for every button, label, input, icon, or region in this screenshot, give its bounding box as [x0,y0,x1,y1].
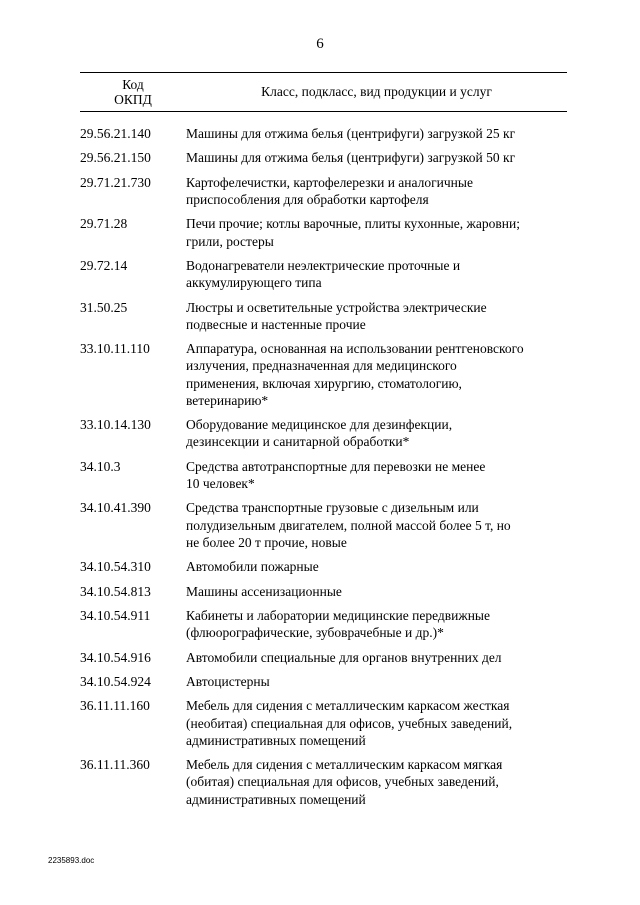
product-description: Аппаратура, основанная на использовании рентгеновского излучения, предназначенная для медицинского применения, включая хирургию, стоматологию, ветеринарию* [186,341,524,408]
product-description: Мебель для сидения с металлическим каркасом жесткая (необитая) специальная для офисов, учебных заведений, административных помещений [186,698,513,748]
header-okpd-label: ОКПД [114,92,152,107]
header-code-column [80,77,186,107]
product-description: Автомобили пожарные [186,559,319,575]
table-row [80,340,567,409]
table-row [80,149,567,166]
header-code-label: Код [122,77,144,92]
table-row [80,558,567,575]
table-body [80,125,567,808]
table-row [80,174,567,208]
product-description: Автомобили специальные для органов внутренних дел [186,649,502,665]
table-row [80,673,567,690]
okpd-code: 29.71.28 [80,216,128,232]
product-description: Картофелечистки, картофелерезки и аналогичные приспособления для обработки картофеля [186,174,473,207]
table-row [80,257,567,291]
okpd-code: 34.10.3 [80,458,121,474]
document-filename: 2235893.doc [48,856,95,865]
okpd-code: 29.71.21.730 [80,174,151,190]
product-description: Кабинеты и лаборатории медицинские передвижные (флюорографические, зубоврачебные и др.)* [186,607,490,641]
okpd-code: 33.10.14.130 [80,417,151,433]
okpd-code: 36.11.11.160 [80,698,150,714]
product-description: Машины ассенизационные [186,583,342,599]
table-row [80,125,567,142]
product-description: Водонагреватели неэлектрические проточные и аккумулирующего типа [186,257,461,291]
product-description: Автоцистерны [186,673,270,689]
table-row [80,299,567,333]
okpd-code: 29.56.21.140 [80,126,151,141]
table-row [80,215,567,249]
header-description-label: Класс, подкласс, вид продукции и услуг [261,84,492,99]
table-row [80,607,567,641]
product-description: Люстры и осветительные устройства электрические подвесные и настенные прочие [186,299,487,332]
product-description: Машины для отжима белья (центрифуги) загрузкой 25 кг [186,126,516,141]
product-description: Средства автотранспортные для перевозки не менее 10 человек* [186,458,486,491]
okpd-code: 34.10.54.916 [80,649,151,665]
okpd-code: 34.10.54.813 [80,583,151,599]
okpd-table [80,72,567,815]
okpd-code: 34.10.54.310 [80,559,151,575]
product-description: Мебель для сидения с металлическим каркасом мягкая (обитая) специальная для офисов, учебных заведений, административных помещений [186,757,503,807]
okpd-code: 33.10.11.110 [80,341,150,357]
table-row [80,756,567,808]
page-number: 6 [316,36,324,52]
product-description: Печи прочие; котлы варочные, плиты кухонные, жаровни; грили, ростеры [186,216,520,249]
table-row [80,583,567,600]
okpd-code: 34.10.54.911 [80,607,151,623]
okpd-code: 29.56.21.150 [80,150,151,166]
okpd-code: 36.11.11.360 [80,757,150,773]
okpd-code: 31.50.25 [80,299,128,315]
table-row [80,649,567,666]
table-row [80,499,567,551]
product-description: Оборудование медицинское для дезинфекции, дезинсекции и санитарной обработки* [186,417,453,450]
table-row [80,697,567,749]
product-description: Средства транспортные грузовые с дизельным или полудизельным двигателем, полной массой более 5 т, но не более 20 т прочие, новые [186,500,511,550]
okpd-code: 34.10.41.390 [80,500,151,516]
table-header [80,72,567,112]
okpd-code: 34.10.54.924 [80,673,151,689]
table-row [80,416,567,450]
product-description: Машины для отжима белья (центрифуги) загрузкой 50 кг [186,150,516,166]
okpd-code: 29.72.14 [80,257,128,273]
table-row [80,458,567,492]
